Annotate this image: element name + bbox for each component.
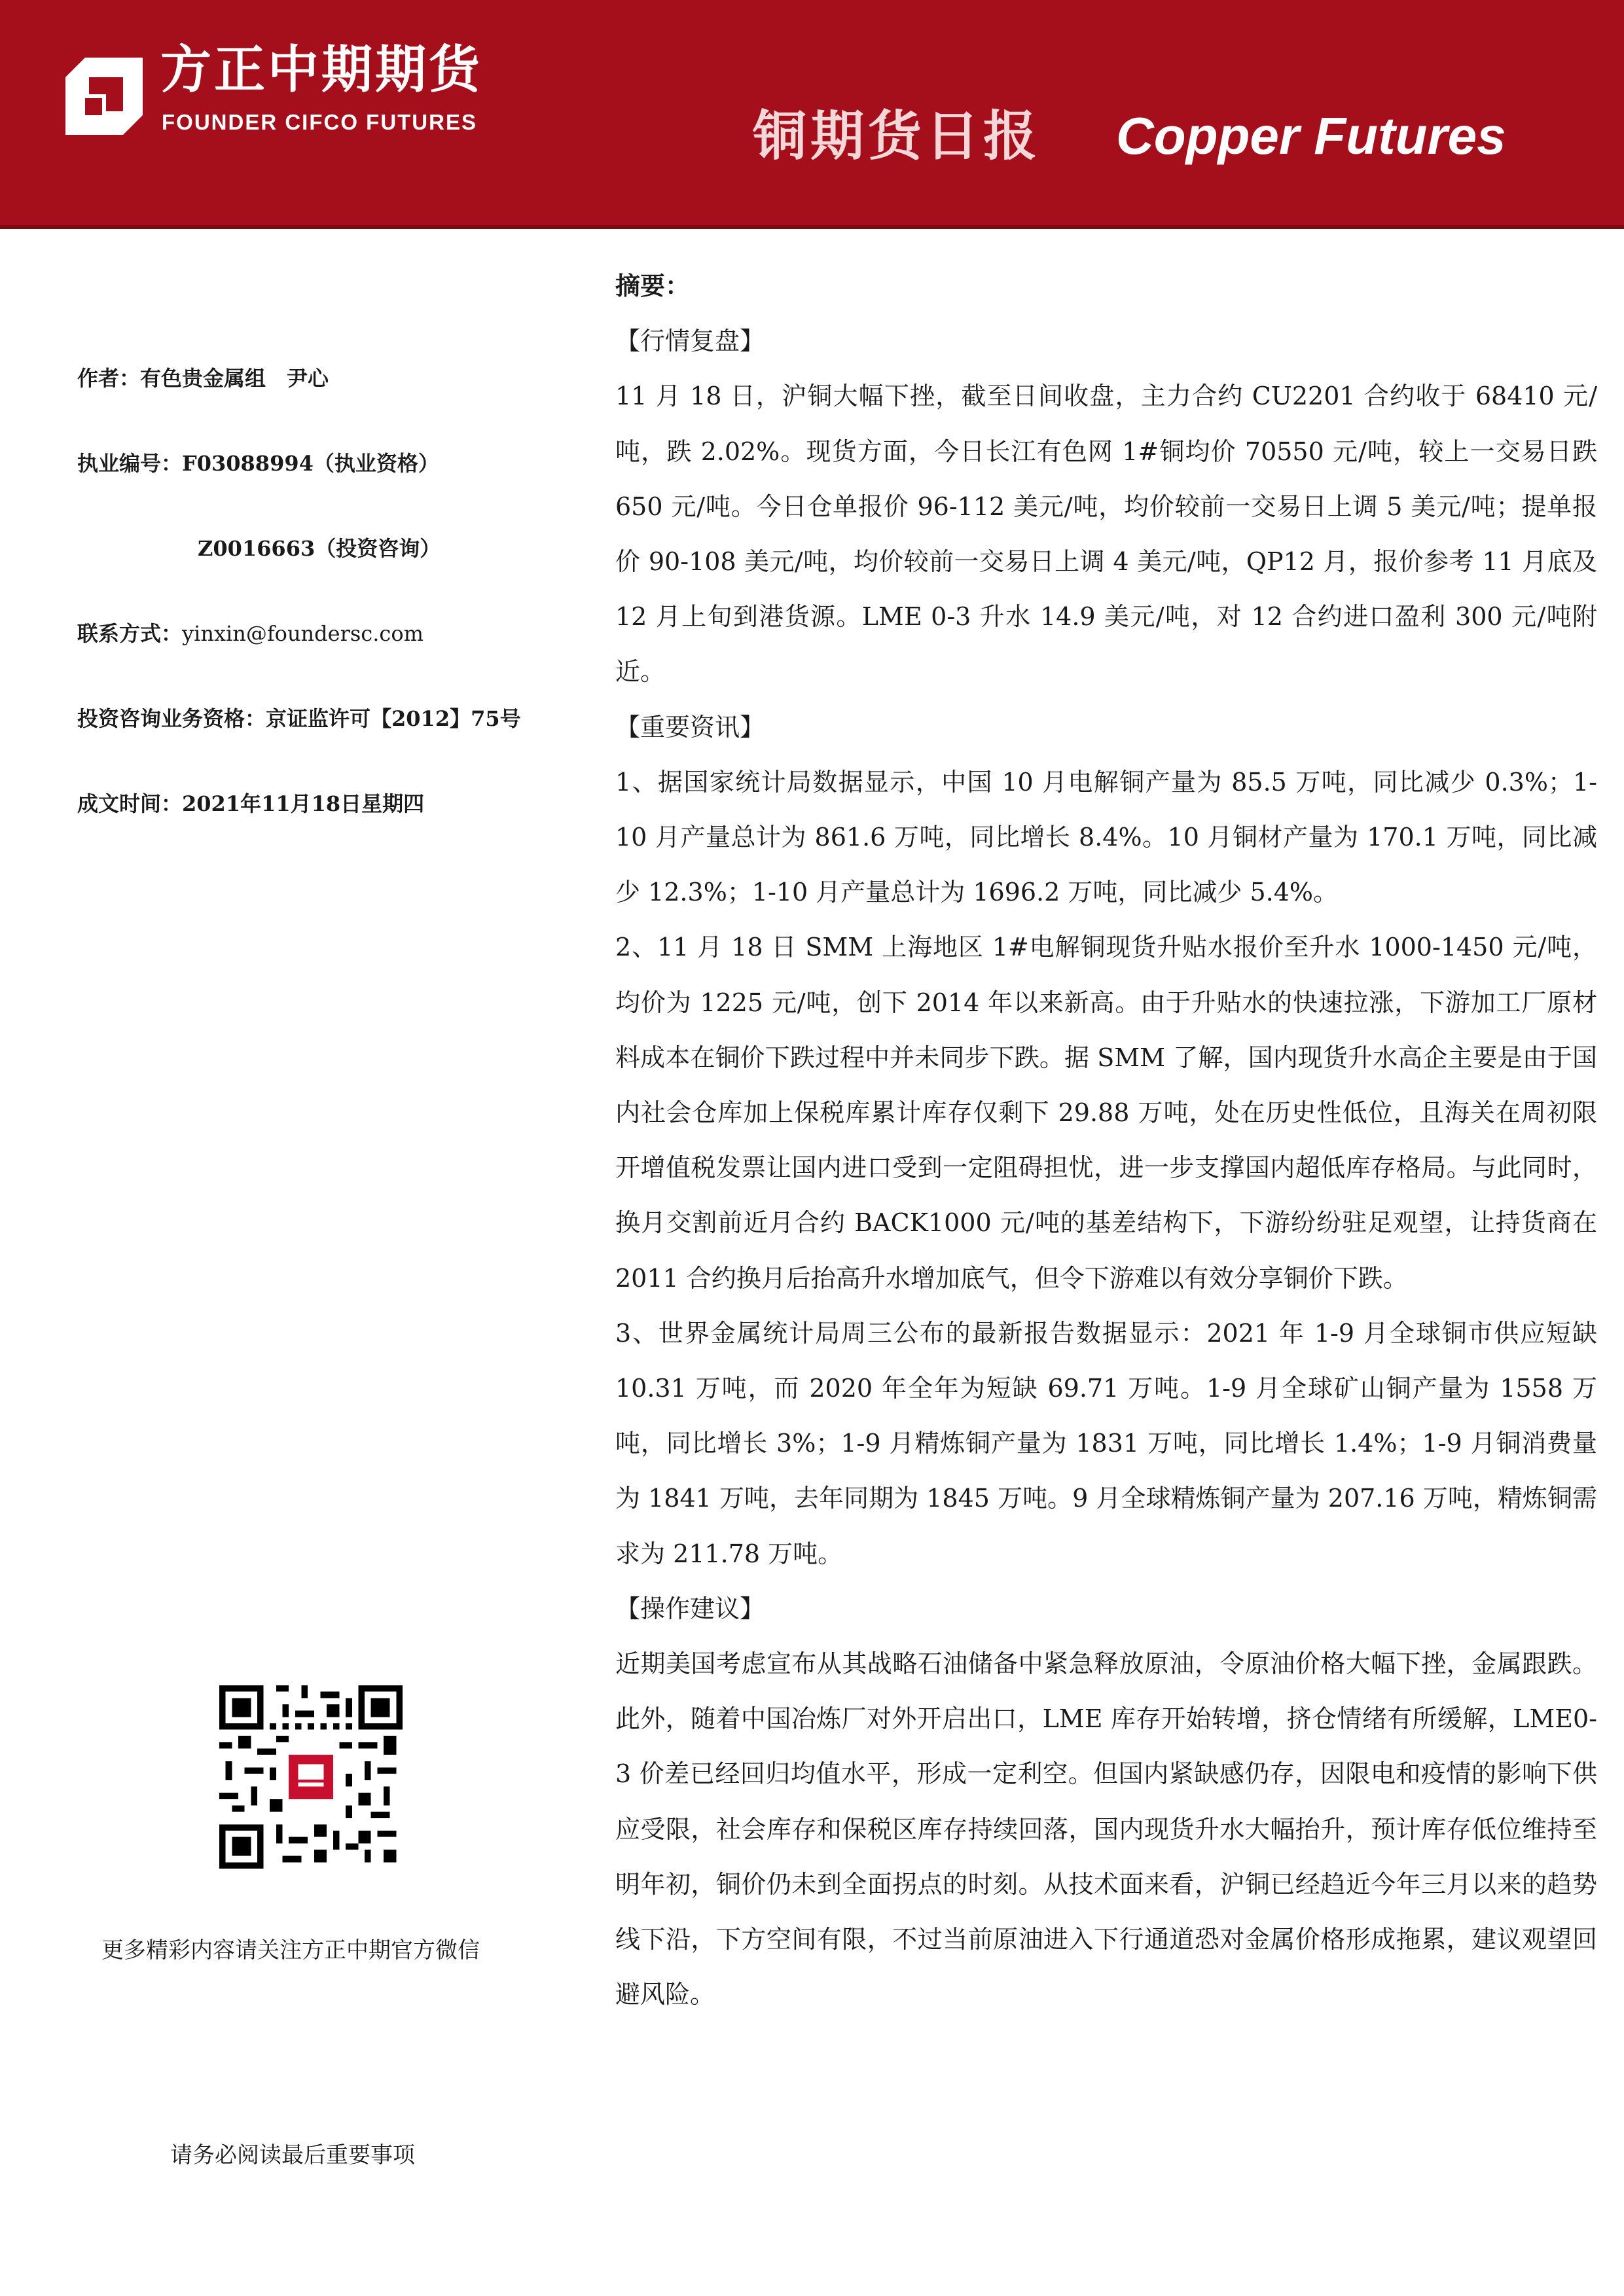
market-review-title: 【行情复盘】 <box>615 327 765 356</box>
disclaimer-notice: 请务必阅读最后重要事项 <box>170 2142 415 2168</box>
qualification-label: 投资咨询业务资格： <box>77 706 266 731</box>
date-value: 2021年11月18日星期四 <box>182 791 425 816</box>
date-label: 成文时间： <box>77 791 183 816</box>
header-band <box>0 0 1624 229</box>
license-label: 执业编号： <box>77 451 183 476</box>
report-title-cn: 铜期货日报 <box>753 105 1041 168</box>
advice-title: 【操作建议】 <box>615 1594 765 1623</box>
news-item-3: 3、世界金属统计局周三公布的最新报告数据显示：2021 年 1-9 月全球铜市供应短缺 10.31 万吨，而 2020 年全年为短缺 69.71 万吨。1-9 月全球矿山铜产量为 1558 万吨，同比增长 3%；1-9 月精炼铜产量为 1831 万吨，同比增长 1.4%；1-9 月铜消费量为 1841 万吨，去年同期为 1845 万吨。9 月全球精炼铜产量为 207.16 万吨，精炼铜需求为 211.78 万吨。 <box>615 1318 1597 1568</box>
qr-caption: 更多精彩内容请关注方正中期官方微信 <box>101 1937 480 1964</box>
abstract-label: 摘要： <box>615 271 691 300</box>
logo-english-name: FOUNDER CIFCO FUTURES <box>162 110 477 134</box>
report-body <box>615 259 1597 2022</box>
news-item-2: 2、11 月 18 日 SMM 上海地区 1#电解铜现货升贴水报价至升水 1000-1450 元/吨，均价为 1225 元/吨，创下 2014 年以来新高。由于升贴水的快速拉涨，下游加工厂原材料成本在铜价下跌过程中并未同步下跌。据 SMM 了解，国内现货升水高企主要是由于国内社会仓库加上保税库累计库存仅剩下 29.88 万吨，处在历史性低位，且海关在周初限开增值税发票让国内进口受到一定阻碍担忧，进一步支撑国内超低库存格局。与此同时，换月交割前近月合约 BACK1000 元/吨的基差结构下，下游纷纷驻足观望，让持货商在 2011 合约换月后抬高升水增加底气，但令下游难以有效分享铜价下跌。 <box>615 933 1597 1293</box>
license-value-1: F03088994（执业资格） <box>182 451 439 476</box>
founder-logo-icon <box>65 58 143 135</box>
license-value-2: Z0016663（投资咨询） <box>198 536 441 561</box>
advice-paragraph: 近期美国考虑宣布从其战略石油储备中紧急释放原油，令原油价格大幅下挫，金属跟跌。此外，随着中国冶炼厂对外开启出口，LME 库存开始转增，挤仓情绪有所缓解，LME0-3 价差已经回归均值水平，形成一定利空。但国内紧缺感仍存，因限电和疫情的影响下供应受限，社会库存和保税区库存持续回落，国内现货升水大幅抬升，预计库存低位维持至明年初，铜价仍未到全面拐点的时刻。从技术面来看，沪铜已经趋近今年三月以来的趋势线下沿，下方空间有限，不过当前原油进入下行通道恐对金属价格形成拖累，建议观望回避风险。 <box>615 1649 1597 2009</box>
date-line <box>77 793 424 814</box>
contact-line <box>77 623 424 644</box>
news-title: 【重要资讯】 <box>615 712 765 742</box>
contact-label: 联系方式： <box>77 621 183 646</box>
market-review-paragraph: 11 月 18 日，沪铜大幅下挫，截至日间收盘，主力合约 CU2201 合约收于 68410 元/吨，跌 2.02%。现货方面，今日长江有色网 1#铜均价 70550 元/吨，较上一交易日跌 650 元/吨。今日仓单报价 96-112 美元/吨，均价较前一交易日上调 5 美元/吨；提单报价 90-108 美元/吨，均价较前一交易日上调 4 美元/吨，QP12 月，报价参考 11 月底及 12 月上旬到港货源。LME 0-3 升水 14.9 美元/吨，对 12 合约进口盈利 300 元/吨附近。 <box>615 382 1597 687</box>
logo-chinese-name: 方正中期期货 <box>160 41 483 99</box>
license-line <box>77 453 439 474</box>
news-item-1: 1、据国家统计局数据显示，中国 10 月电解铜产量为 85.5 万吨，同比减少 0.3%；1-10 月产量总计为 861.6 万吨，同比增长 8.4%。10 月铜材产量为 170.1 万吨，同比减少 12.3%；1-10 月产量总计为 1696.2 万吨，同比减少 5.4%。 <box>615 767 1597 907</box>
author-line <box>77 368 329 389</box>
author-value: 有色贵金属组 尹心 <box>140 366 329 391</box>
qualification-line <box>77 708 521 729</box>
wechat-qr-code <box>219 1685 403 1869</box>
qualification-value: 京证监许可【2012】75号 <box>266 706 521 731</box>
author-label: 作者： <box>77 366 141 391</box>
contact-email[interactable]: yinxin@foundersc.com <box>182 621 424 646</box>
report-title-en: Copper Futures <box>1116 107 1506 165</box>
license-line-2 <box>198 538 441 559</box>
